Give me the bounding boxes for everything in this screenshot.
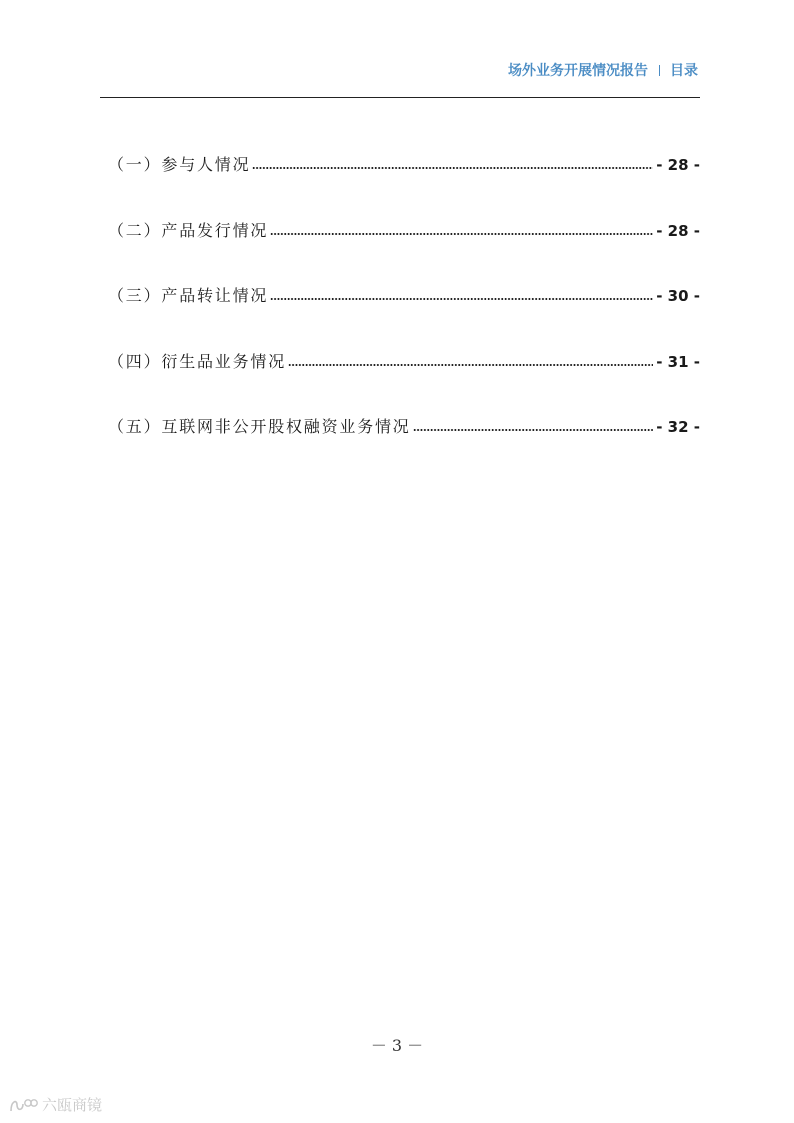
dot-leader	[413, 426, 654, 434]
toc-entry[interactable]	[108, 347, 700, 377]
toc-entry-page[interactable]: - 28 -	[656, 221, 700, 240]
dot-leader	[270, 295, 653, 303]
toc-entry-title[interactable]: （二）产品发行情况	[108, 220, 269, 240]
toc-entry-title[interactable]: （三）产品转让情况	[108, 286, 269, 305]
toc-entry-page[interactable]: - 32 -	[656, 418, 700, 436]
dot-leader	[270, 230, 653, 238]
toc-entry[interactable]	[108, 412, 700, 442]
dot-leader	[252, 164, 653, 172]
watermark-logo-icon	[8, 1096, 38, 1114]
report-title: 场外业务开展情况报告	[508, 63, 648, 79]
toc-entry-title[interactable]: （五）互联网非公开股权融资业务情况	[108, 417, 411, 436]
toc-entry-title[interactable]: （四）衍生品业务情况	[108, 351, 287, 371]
dot-leader	[288, 361, 653, 369]
toc-entry-page[interactable]: - 28 -	[656, 156, 700, 174]
watermark-text: 六瓯商镜	[42, 1096, 103, 1114]
toc-entry-page[interactable]: - 31 -	[656, 352, 700, 371]
table-of-contents	[108, 150, 700, 478]
watermark	[8, 1094, 102, 1115]
header-divider	[100, 97, 700, 98]
toc-entry[interactable]	[108, 150, 700, 180]
toc-entry[interactable]	[108, 216, 700, 246]
section-name: 目录	[670, 63, 698, 79]
page-number: － 3 －	[370, 1036, 424, 1055]
header-separator	[659, 65, 660, 76]
toc-entry[interactable]	[108, 281, 700, 311]
running-header	[508, 58, 698, 82]
toc-entry-page[interactable]: - 30 -	[656, 287, 700, 305]
toc-entry-title[interactable]: （一）参与人情况	[108, 155, 251, 174]
